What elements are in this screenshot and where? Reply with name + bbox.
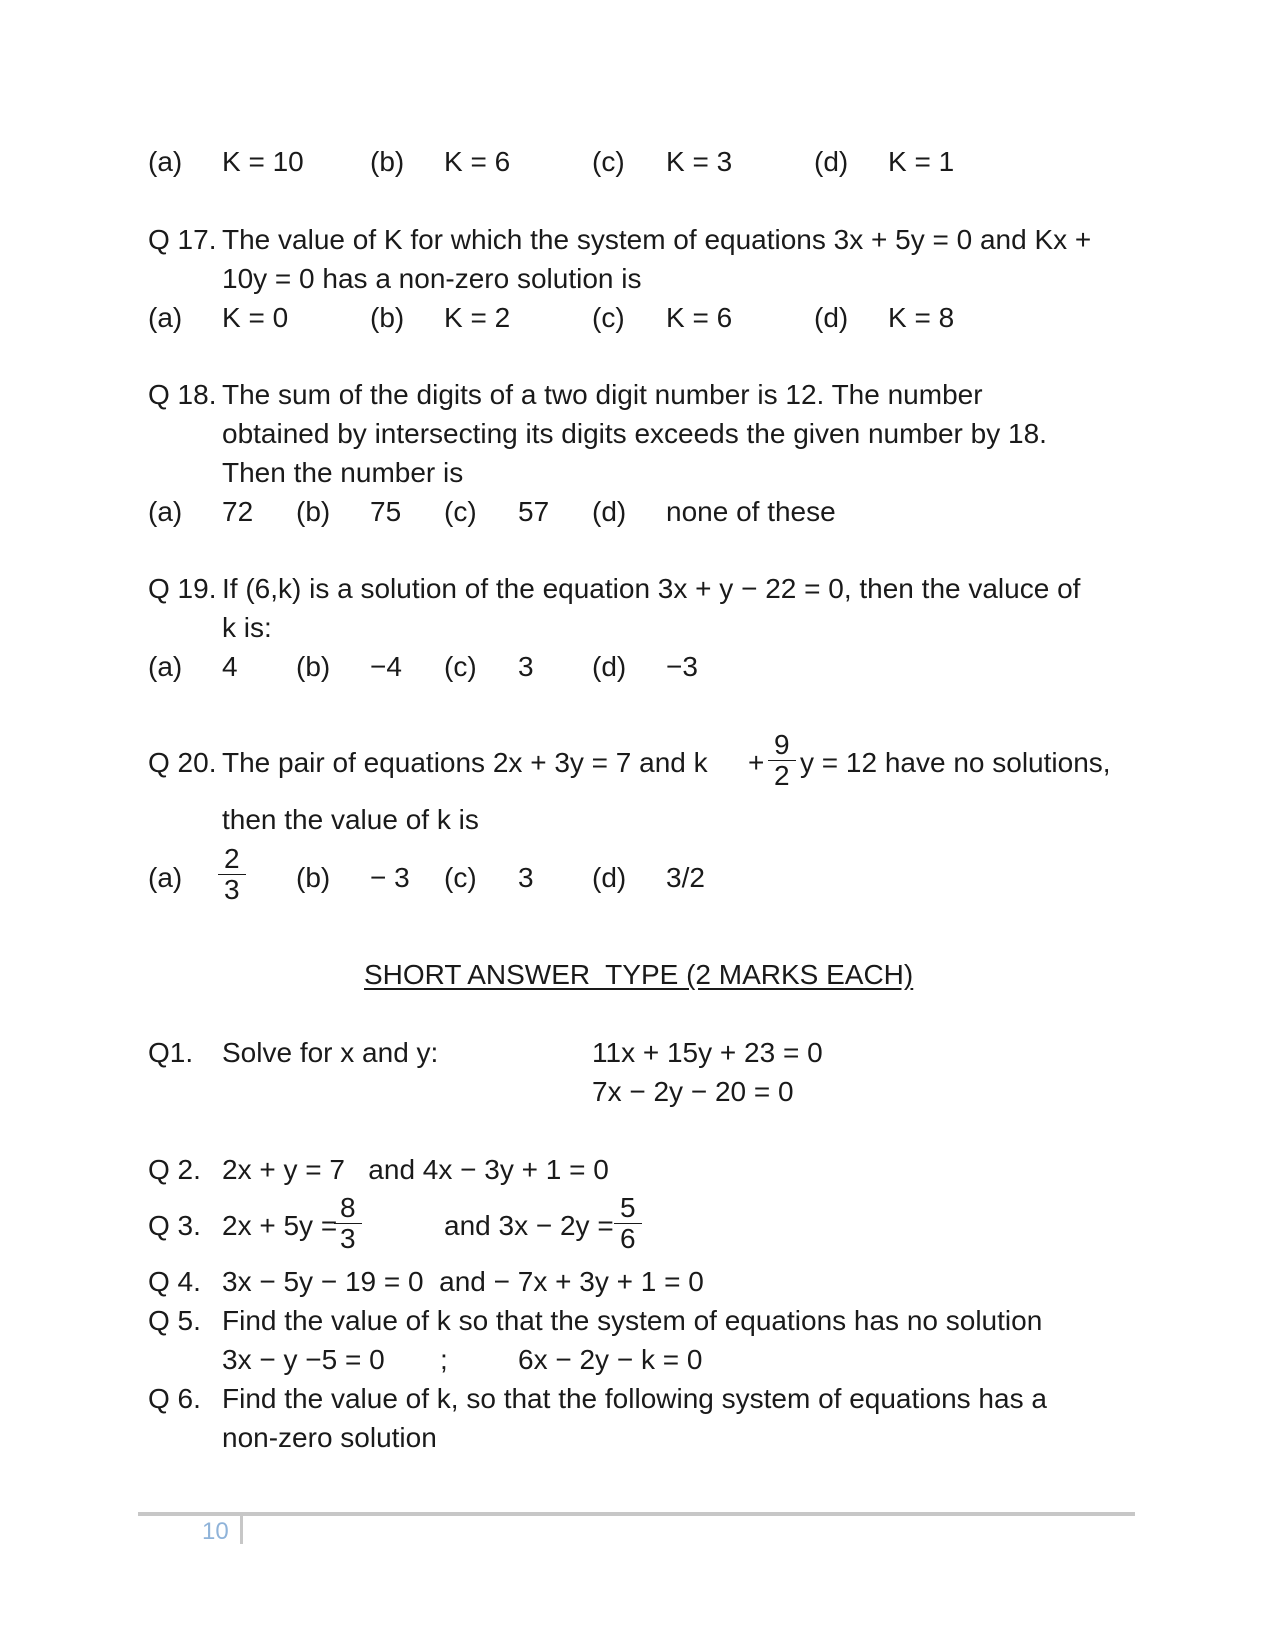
question-text: Find the value of k so that the system of equations has no solution xyxy=(222,1305,1043,1336)
option-label: (a) xyxy=(148,146,183,177)
footer-divider xyxy=(138,1512,1135,1516)
question-number: Q 17. xyxy=(148,224,217,255)
equation: 6x − 2y − k = 0 xyxy=(518,1344,703,1375)
question-number: Q 2. xyxy=(148,1154,201,1185)
fraction-five-sixths xyxy=(614,1193,642,1254)
option-label: (d) xyxy=(814,146,849,177)
option-text: −4 xyxy=(370,651,402,682)
option-label: (c) xyxy=(444,651,477,682)
question-text: Find the value of k, so that the following system of equations has a xyxy=(222,1383,1047,1414)
question-text: obtained by intersecting its digits exceeds the given number by 18. xyxy=(222,418,1047,449)
question-number: Q 6. xyxy=(148,1383,201,1414)
question-text: Solve for x and y: xyxy=(222,1037,439,1068)
option-label: (c) xyxy=(592,146,625,177)
fraction-numerator: 8 xyxy=(334,1193,362,1224)
plus-sign: + xyxy=(748,747,765,778)
option-text: none of these xyxy=(666,496,836,527)
option-label: (d) xyxy=(592,496,627,527)
question-text: If (6,k) is a solution of the equation 3x + y − 22 = 0, then the valuce of xyxy=(222,573,1081,604)
option-label: (c) xyxy=(444,862,477,893)
option-text: K = 2 xyxy=(444,302,511,333)
fraction-denominator: 3 xyxy=(224,874,240,905)
question-number: Q 19. xyxy=(148,573,217,604)
option-text: 75 xyxy=(370,496,402,527)
option-label: (d) xyxy=(592,862,627,893)
option-text: 57 xyxy=(518,496,550,527)
question-text: Then the number is xyxy=(222,457,464,488)
page-number: 10 xyxy=(202,1518,229,1545)
question-text: 2x + y = 7 and 4x − 3y + 1 = 0 xyxy=(222,1154,609,1185)
option-label: (a) xyxy=(148,496,183,527)
question-text: The pair of equations 2x + 3y = 7 and k xyxy=(222,747,708,778)
option-text: −3 xyxy=(666,651,698,682)
separator: ; xyxy=(440,1344,448,1375)
option-text: K = 6 xyxy=(666,302,733,333)
fraction-denominator: 6 xyxy=(620,1223,636,1254)
question-text: k is: xyxy=(222,612,272,643)
question-number: Q1. xyxy=(148,1037,194,1068)
equation: 11x + 15y + 23 = 0 xyxy=(592,1037,823,1068)
option-text: 3 xyxy=(518,651,534,682)
option-label: (c) xyxy=(444,496,477,527)
option-label: (c) xyxy=(592,302,625,333)
question-text: 3x − 5y − 19 = 0 and − 7x + 3y + 1 = 0 xyxy=(222,1266,704,1297)
option-label: (b) xyxy=(370,146,405,177)
question-number: Q 3. xyxy=(148,1210,201,1241)
option-text: K = 3 xyxy=(666,146,733,177)
fraction-numerator: 5 xyxy=(614,1193,642,1224)
option-label: (a) xyxy=(148,862,183,893)
option-text: 3 xyxy=(518,862,534,893)
option-text: 3/2 xyxy=(666,862,705,893)
option-text: − 3 xyxy=(370,862,410,893)
fraction-numerator: 2 xyxy=(218,844,246,875)
option-label: (d) xyxy=(592,651,627,682)
question-number: Q 20. xyxy=(148,747,217,778)
option-label: (d) xyxy=(814,302,849,333)
option-label: (b) xyxy=(370,302,405,333)
question-text: y = 12 have no solutions, xyxy=(800,747,1111,778)
option-text: 4 xyxy=(222,651,238,682)
option-label: (b) xyxy=(296,496,331,527)
equation: 3x − y −5 = 0 xyxy=(222,1344,385,1375)
question-text: The sum of the digits of a two digit number is 12. The number xyxy=(222,379,983,410)
question-text: non-zero solution xyxy=(222,1422,437,1453)
footer-tick xyxy=(240,1514,243,1544)
option-text: 72 xyxy=(222,496,254,527)
equation: 2x + 5y = xyxy=(222,1210,338,1241)
option-text: K = 1 xyxy=(888,146,955,177)
fraction-numerator: 9 xyxy=(768,730,796,761)
option-text: K = 10 xyxy=(222,146,304,177)
question-text: 10y = 0 has a non-zero solution is xyxy=(222,263,642,294)
option-label: (a) xyxy=(148,651,183,682)
question-number: Q 4. xyxy=(148,1266,201,1297)
option-label: (a) xyxy=(148,302,183,333)
question-text: The value of K for which the system of equations 3x + 5y = 0 and Kx + xyxy=(222,224,1092,255)
option-text: K = 0 xyxy=(222,302,289,333)
question-number: Q 18. xyxy=(148,379,217,410)
question-text: then the value of k is xyxy=(222,804,479,835)
equation: 7x − 2y − 20 = 0 xyxy=(592,1076,794,1107)
equation: and 3x − 2y = xyxy=(444,1210,614,1241)
fraction-eight-thirds xyxy=(334,1193,362,1254)
option-text: K = 8 xyxy=(888,302,955,333)
section-heading: SHORT ANSWER TYPE (2 MARKS EACH) xyxy=(364,959,914,990)
fraction-nine-halves xyxy=(768,730,796,791)
option-label: (b) xyxy=(296,862,331,893)
fraction-two-thirds xyxy=(218,844,246,905)
question-number: Q 5. xyxy=(148,1305,201,1336)
option-text: K = 6 xyxy=(444,146,511,177)
fraction-denominator: 2 xyxy=(774,760,790,791)
option-label: (b) xyxy=(296,651,331,682)
fraction-denominator: 3 xyxy=(340,1223,356,1254)
